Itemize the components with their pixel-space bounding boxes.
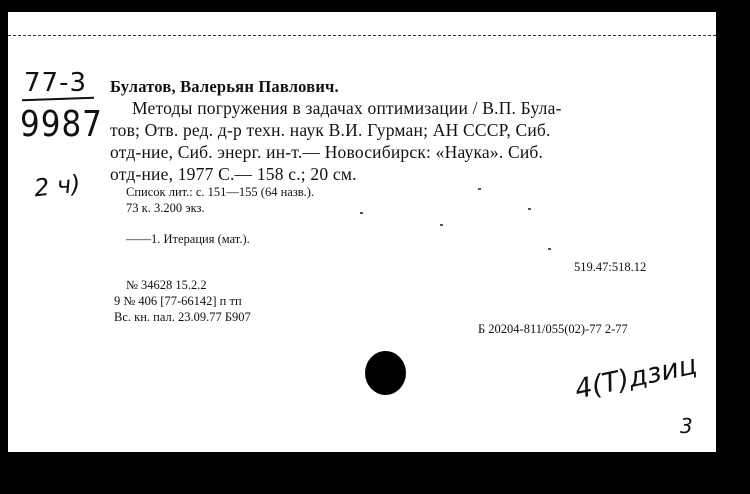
- print-speck: [440, 224, 443, 226]
- subject-heading: ——1. Итерация (мат.).: [126, 232, 250, 246]
- handwritten-call-number: 9987: [20, 104, 103, 146]
- handwritten-signature: 4(Т)дзиц: [572, 349, 700, 406]
- udc-code: 519.47:518.12: [574, 260, 647, 274]
- registration-number: 9 № 406 [77-66142] п тп: [114, 294, 242, 308]
- registration-number: № 34628 15.2.2: [126, 278, 207, 292]
- title-line: отд-ние, Сиб. энерг. ин-т.— Новосибирск: «Наука». Сиб.: [110, 142, 544, 162]
- handwritten-side-mark: 2 ч): [32, 169, 82, 203]
- author-heading: Булатов, Валерьян Павлович.: [110, 77, 339, 96]
- print-speck: [548, 248, 551, 250]
- registration-number: Вс. кн. пал. 23.09.77 Б907: [114, 310, 251, 324]
- title-line: отд-ние, 1977 С.— 158 с.; 20 см.: [110, 164, 357, 184]
- perforation-line: [8, 35, 716, 36]
- handwritten-top-number: 77-3: [24, 68, 88, 98]
- print-speck: [478, 188, 481, 190]
- catalog-card: [8, 12, 716, 452]
- title-line: тов; Отв. ред. д-р техн. наук В.И. Гурман; АН СССР, Сиб.: [110, 120, 551, 140]
- ink-blot: [365, 351, 406, 395]
- print-speck: [360, 212, 363, 214]
- print-speck: [528, 208, 531, 210]
- handwritten-signature-mark: 3: [680, 414, 693, 438]
- title-line: Методы погружения в задачах оптимизации / В.П. Була-: [132, 98, 562, 118]
- price-circulation: 73 к. 3.200 экз.: [126, 201, 205, 215]
- bibliography-note: Список лит.: с. 151—155 (64 назв.).: [126, 185, 315, 199]
- classification-code: Б 20204-811/055(02)-77 2-77: [478, 322, 628, 336]
